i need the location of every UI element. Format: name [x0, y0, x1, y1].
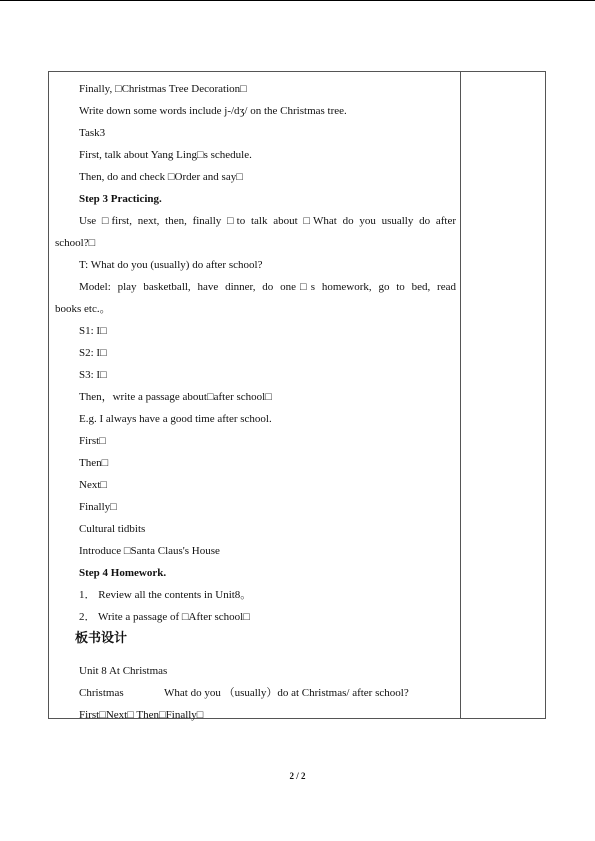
text-line: 2． Write a passage of □After school□ [79, 611, 250, 623]
text-line: First, talk about Yang Ling□s schedule. [79, 149, 252, 161]
text-line: Task3 [79, 127, 106, 139]
text-line: First□ [79, 435, 106, 447]
text-line: Introduce □Santa Claus's House [79, 545, 220, 557]
text-line: S1: I□ [79, 325, 107, 337]
text-line: T: What do you (usually) do after school? [79, 259, 263, 271]
board-row-right: What do you （usually）do at Christmas/ after school? [164, 687, 409, 699]
board-title: Unit 8 At Christmas [79, 665, 168, 677]
text-line: Finally□ [79, 501, 117, 513]
text-line: school?□ [55, 237, 96, 249]
board-row-left: Christmas [79, 687, 124, 699]
step-heading: Step 4 Homework. [79, 567, 167, 579]
page-number: 2 / 2 [289, 771, 306, 781]
text-line: S2: I□ [79, 347, 107, 359]
text-line: S3: I□ [79, 369, 107, 381]
text-line: Then, do and check □Order and say□ [79, 171, 243, 183]
text-line: Then□ [79, 457, 109, 469]
text-line: Finally, □Christmas Tree Decoration□ [79, 83, 247, 95]
board-design-heading: 板书设计 [75, 631, 128, 646]
lesson-table [48, 71, 546, 719]
text-line: Write down some words include j-/dʒ/ on the Christmas tree. [79, 105, 347, 117]
text-line: 1． Review all the contents in Unit8。 [79, 589, 252, 601]
text-line: E.g. I always have a good time after school. [79, 413, 272, 425]
text-line: Next□ [79, 479, 108, 491]
text-line: books etc.。 [55, 303, 111, 315]
board-row [79, 686, 409, 700]
top-rule [0, 0, 595, 1]
text-line: Cultural tidbits [79, 523, 146, 535]
board-row: First□Next□ Then□Finally□ [79, 709, 204, 721]
text-line: Then，write a passage about□after school□ [79, 391, 272, 403]
step-heading: Step 3 Practicing. [79, 193, 162, 205]
text-line: Model: play basketball, have dinner, do one□s homework, go to bed, read [79, 281, 456, 293]
column-divider [460, 72, 461, 718]
text-line: Use □first, next, then, finally □to talk about □What do you usually do after [79, 215, 456, 227]
